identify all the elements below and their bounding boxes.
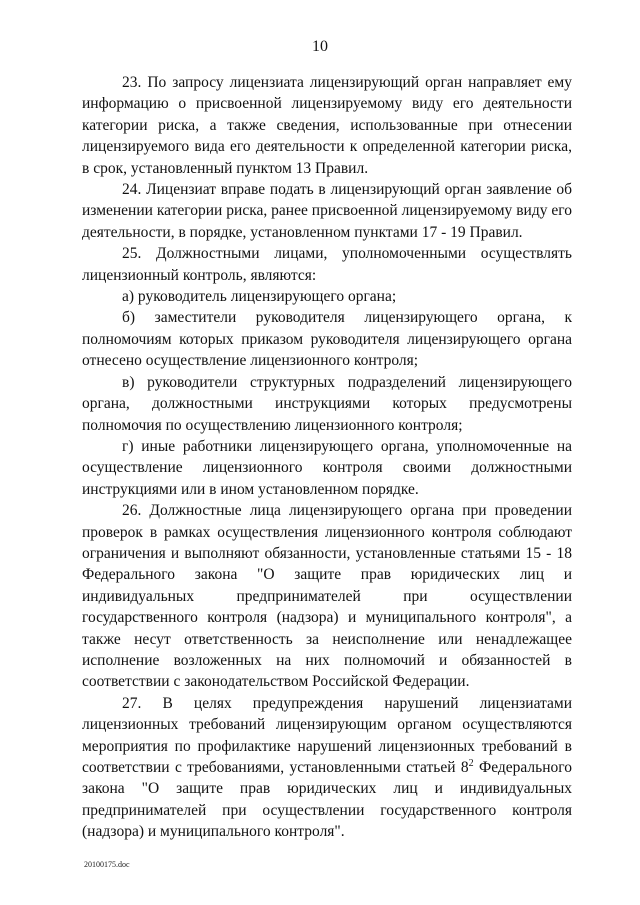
paragraph-26: 26. Должностные лица лицензирующего органа при проведении проверок в рамках осуществления лицензионного контроля соблюдают ограничения и выполняют обязанности, установленные статьями 15 - 18 Федерального закона "О защите прав юридических лиц и индивидуальных предпринимателей при осуществлении государственного контроля (надзора) и муниципального контроля", а также несут ответственность за неисполнение или ненадлежащее исполнение возложенных на них полномочий и обязанностей в соответствии с законодательством Российской Федерации. [82,502,572,691]
paragraph-23: 23. По запросу лицензиата лицензирующий орган направляет ему информацию о присвоенной лицензируемому виду его деятельности категории риска, а также сведения, использованные при отнесении лицензируемого вида его деятельности к определенной категории риска, в срок, установленный пунктом 13 Правил. [82,74,572,177]
paragraph-25-b: б) заместители руководителя лицензирующего органа, к полномочиям которых приказом руководителя лицензирующего органа отнесено осуществление лицензионного контроля; [82,309,572,370]
document-body [82,72,572,843]
page-number: 10 [312,38,328,55]
paragraph-25: 25. Должностными лицами, уполномоченными осуществлять лицензионный контроль, являются: [82,245,572,284]
paragraph-27-text-1: 27. В целях предупреждения нарушений лицензиатами лицензионных требований лицензирующим органом осуществляются мероприятия по профилактике нарушений лицензионных требований в соответствии с требованиями, установленными статьей 8 [82,694,572,776]
file-name-footer: 20100175.doc [84,860,130,869]
paragraph-27 [82,693,572,843]
superscript: 2 [468,758,474,769]
paragraph-25-v: в) руководители структурных подразделений лицензирующего органа, должностными инструкциями которых предусмотрены полномочия по осуществлению лицензионного контроля; [82,373,572,434]
paragraph-25-g: г) иные работники лицензирующего органа, уполномоченные на осуществление лицензионного контроля своими должностными инструкциями или в ином установленном порядке. [82,437,572,498]
paragraph-24: 24. Лицензиат вправе подать в лицензирующий орган заявление об изменении категории риска, ранее присвоенной лицензируемому виду его деятельности, в порядке, установленном пунктами 17 - 19 Правил. [82,181,572,241]
paragraph-27-text-2: Федерального закона "О защите прав юридических лиц и индивидуальных предпринимателей при осуществлении государственного контроля (надзора) и муниципального контроля". [82,759,572,841]
paragraph-25-a: а) руководитель лицензирующего органа; [122,288,397,306]
